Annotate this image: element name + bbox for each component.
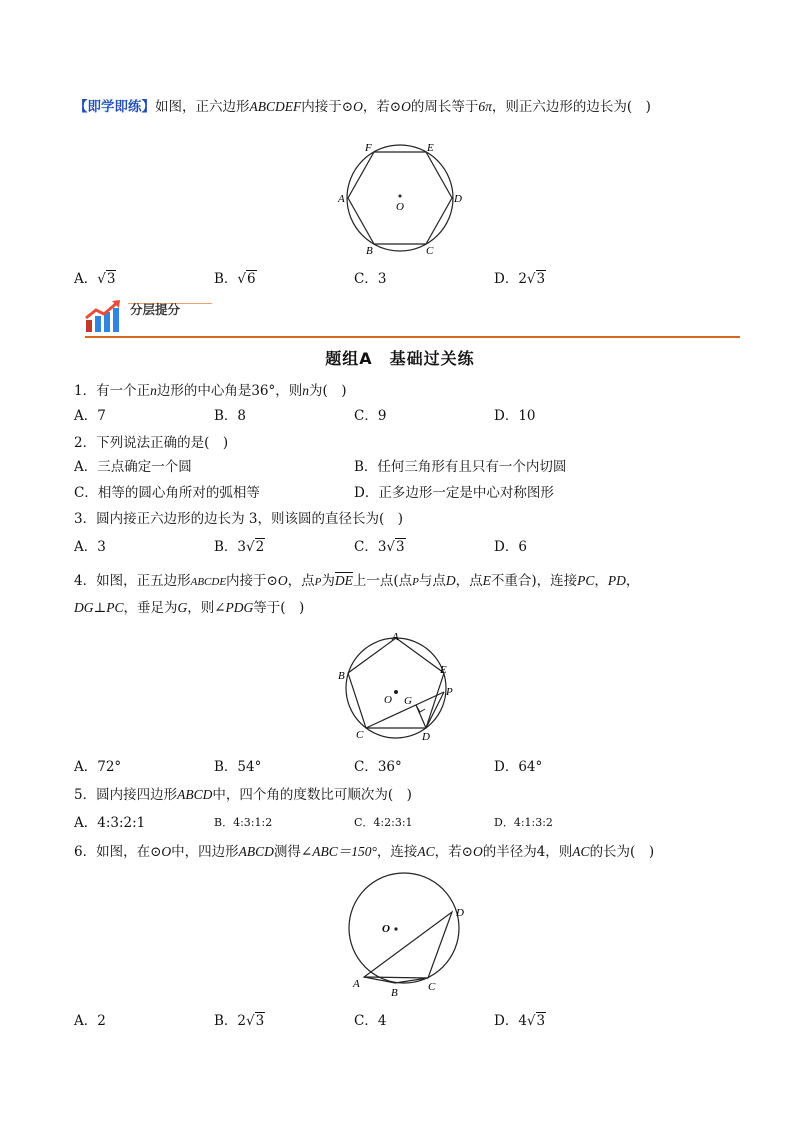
svg-text:C: C	[428, 981, 436, 993]
svg-text:E: E	[427, 142, 434, 154]
q6-options	[74, 1012, 674, 1030]
option-d[interactable]: D．4:1:3:2	[494, 816, 553, 829]
q1-stem: 1．有一个正n边形的中心角是36°，则n为( )	[74, 383, 347, 399]
section-divider	[85, 336, 740, 338]
svg-text:O: O	[396, 201, 404, 213]
svg-text:C: C	[426, 245, 434, 256]
option-d[interactable]: D．正多边形一定是中心对称图形	[354, 485, 554, 501]
q1-options	[74, 407, 674, 425]
growth-chart-icon	[84, 300, 124, 334]
option-d[interactable]: D．6	[494, 539, 527, 555]
option-d[interactable]: D．10	[494, 408, 536, 424]
svg-text:A: A	[392, 631, 399, 643]
option-a[interactable]: A．√3	[74, 271, 116, 287]
svg-text:O: O	[384, 694, 392, 706]
circle-quadrilateral-figure	[336, 872, 472, 1000]
q6-stem: 6．如图，在⊙O中，四边形ABCD测得∠ABC＝150°，连接AC，若⊙O的半径为4，则AC的长为( )	[74, 844, 655, 860]
option-c[interactable]: C．36°	[354, 759, 402, 775]
option-c[interactable]: C．相等的圆心角所对的弧相等	[74, 485, 260, 501]
svg-text:B: B	[366, 245, 373, 256]
q2-options-row1	[74, 458, 674, 476]
option-c[interactable]: C．9	[354, 408, 387, 424]
option-b[interactable]: B．8	[214, 408, 247, 424]
section-title: 题组A 基础过关练	[325, 349, 475, 368]
svg-text:P: P	[446, 686, 453, 698]
option-c[interactable]: C．3	[354, 271, 387, 287]
option-b[interactable]: B．3√2	[214, 539, 265, 555]
option-b[interactable]: B．54°	[214, 759, 262, 775]
q3-options	[74, 538, 674, 556]
svg-text:D: D	[456, 907, 464, 919]
q2-options-row2	[74, 484, 674, 502]
option-b[interactable]: B．任何三角形有且只有一个内切圆	[354, 459, 567, 475]
practice-tag: 【即学即练】	[74, 99, 155, 115]
option-b[interactable]: B．4:3:1:2	[214, 816, 273, 829]
option-d[interactable]: D．2√3	[494, 271, 546, 287]
option-d[interactable]: D．4√3	[494, 1013, 546, 1029]
q4-stem-line1: 4．如图，正五边形ABCDE内接于⊙O，点P为DE上一点(点P与点D，点E不重合)，连接PC，PD，	[74, 573, 640, 589]
q2-stem: 2．下列说法正确的是( )	[74, 435, 229, 451]
q4-stem-line2: DG⊥PC，垂足为G，则∠PDG等于( )	[74, 600, 305, 616]
q3-stem: 3．圆内接正六边形的边长为 3，则该圆的直径长为( )	[74, 511, 404, 527]
q5-options	[74, 814, 674, 832]
option-a[interactable]: A．2	[74, 1013, 106, 1029]
q4-options	[74, 758, 674, 776]
svg-text:D: D	[454, 193, 462, 205]
option-c[interactable]: C．3√3	[354, 539, 405, 555]
option-a[interactable]: A．三点确定一个圆	[74, 459, 192, 475]
intro-question: 【即学即练】如图，正六边形ABCDEF内接于⊙O，若⊙O的周长等于6π，则正六边形的边长为( )	[74, 99, 651, 115]
svg-text:O: O	[382, 923, 390, 935]
option-b[interactable]: B．2√3	[214, 1013, 265, 1029]
option-d[interactable]: D．64°	[494, 759, 543, 775]
option-a[interactable]: A．4:3:2:1	[74, 815, 146, 831]
svg-text:B: B	[338, 670, 345, 682]
svg-text:C: C	[356, 729, 364, 741]
svg-text:A: A	[353, 978, 360, 990]
option-c[interactable]: C．4:2:3:1	[354, 816, 413, 829]
q5-stem: 5．圆内接四边形ABCD中，四个角的度数比可顺次为( )	[74, 787, 412, 803]
svg-text:B: B	[391, 987, 398, 999]
intro-options	[74, 270, 674, 288]
option-a[interactable]: A．7	[74, 408, 106, 424]
option-a[interactable]: A．3	[74, 539, 106, 555]
option-b[interactable]: B．√6	[214, 271, 256, 287]
svg-text:F: F	[365, 142, 372, 154]
pentagon-figure	[332, 630, 468, 746]
option-a[interactable]: A．72°	[74, 759, 122, 775]
svg-text:D: D	[422, 731, 430, 743]
option-c[interactable]: C．4	[354, 1013, 387, 1029]
svg-text:A: A	[338, 193, 345, 205]
section-label: 分层提分	[130, 302, 181, 317]
svg-text:E: E	[440, 664, 447, 676]
svg-text:G: G	[404, 695, 412, 707]
hexagon-figure	[330, 136, 470, 256]
